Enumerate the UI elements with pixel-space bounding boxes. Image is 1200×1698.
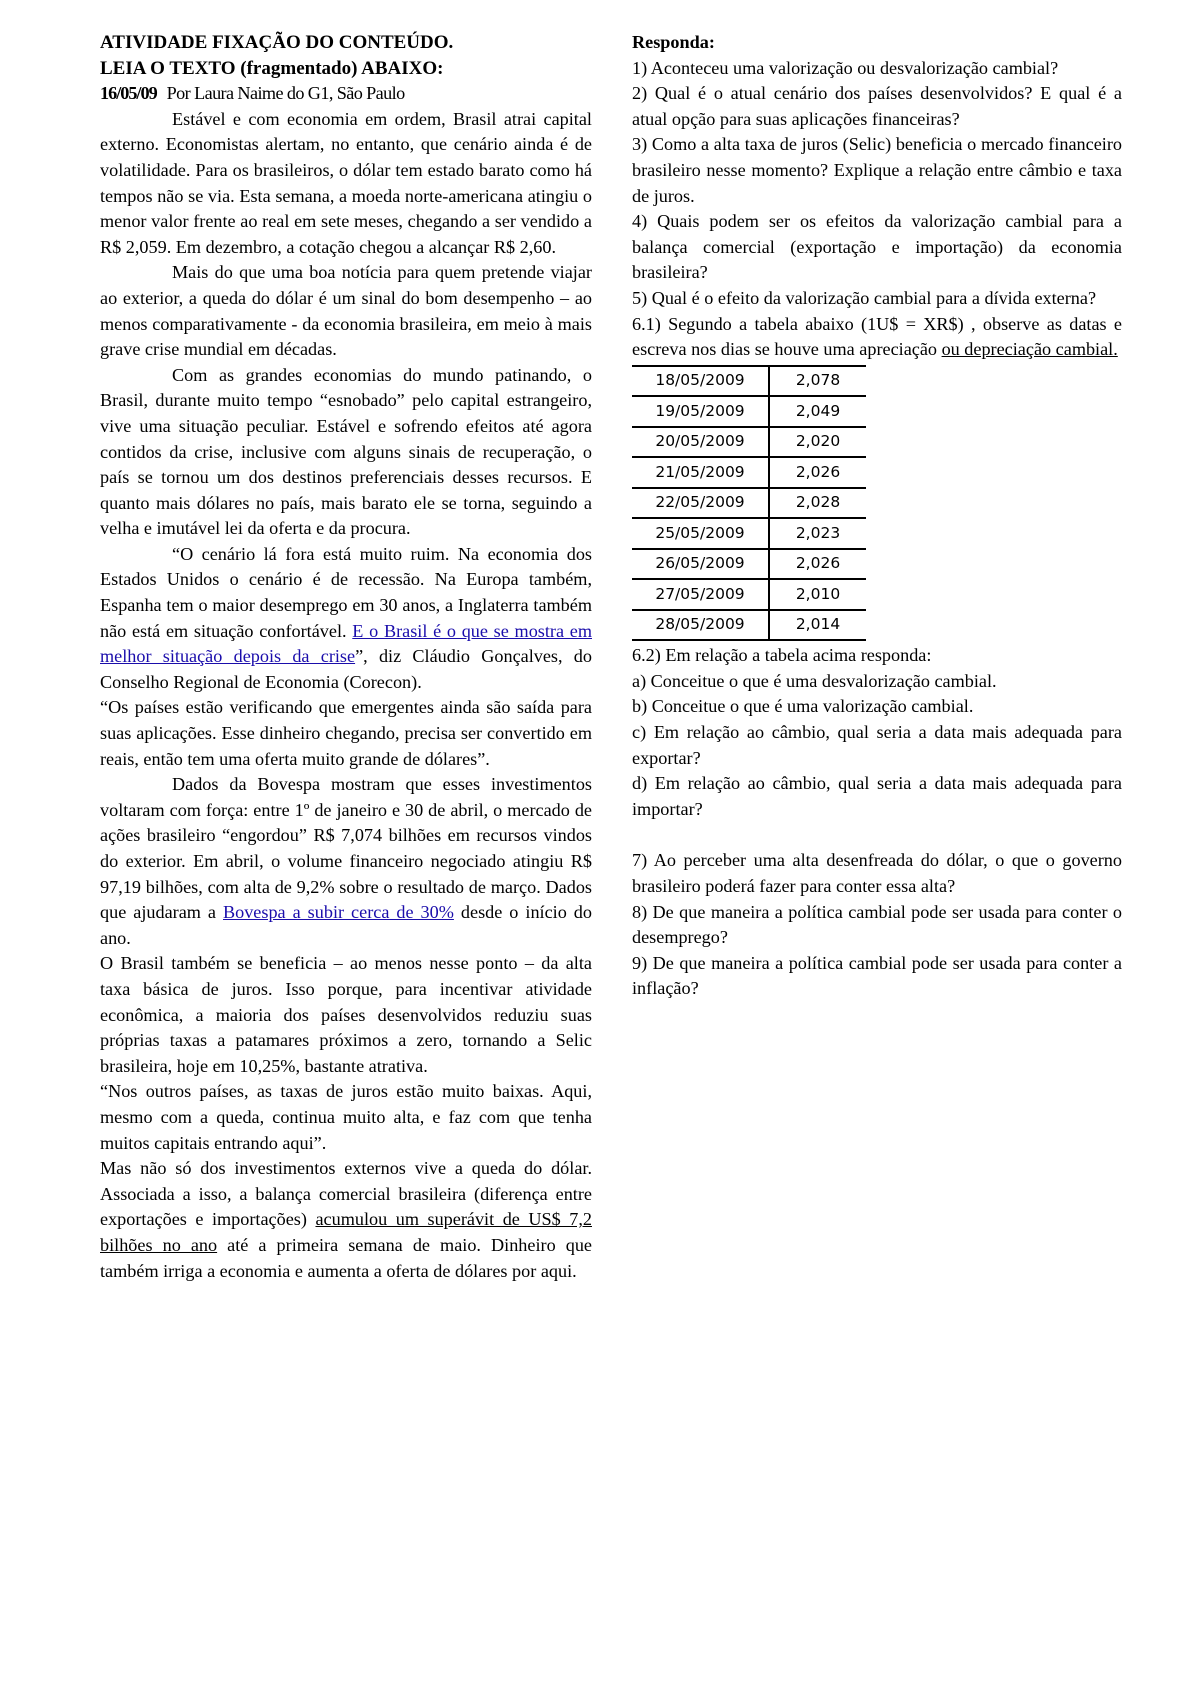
paragraph-9-text: Mas não só dos investimentos externos vive a queda do dólar. Associada a isso, a balança comercial brasileira (diferença entre exportações e importações) xyxy=(100,1158,592,1230)
questions-column xyxy=(632,30,1122,1002)
rate-date: 22/05/2009 xyxy=(632,488,769,519)
table-row xyxy=(632,488,866,519)
underlined-superavit: acumulou um superávit de US$ 7,2 bilhões no ano xyxy=(100,1209,592,1255)
table-row xyxy=(632,518,866,549)
paragraph-4-text-end: ”, diz Cláudio Gonçalves, do Conselho Regional de Economia (Corecon). xyxy=(100,646,592,692)
spacer xyxy=(632,822,1122,848)
exchange-rate-table xyxy=(632,365,866,642)
paragraph-8: “Nos outros países, as taxas de juros estão muito baixas. Aqui, mesmo com a queda, continua muito alta, e faz com que tenha muitos capitais entrando aqui”. xyxy=(100,1081,592,1153)
rate-date: 27/05/2009 xyxy=(632,579,769,610)
question-6-1-text: 6.1) Segundo a tabela abaixo (1U$ = XR$) , observe as datas e escreva nos dias se houve uma apreciação xyxy=(632,313,1122,360)
paragraph-6-text: Dados da Bovespa mostram que esses investimentos voltaram com força: entre 1º de janeiro e 30 de abril, o mercado de ações brasileiro “engordou” R$ 7,074 bilhões em recursos vindos do exterior. Em abril, o volume financeiro negociado atingiu R$ 97,19 bilhões, com alta de 9,2% sobre o resultado de março. Dados que ajudaram a xyxy=(100,774,592,923)
rate-value: 2,010 xyxy=(769,579,866,610)
question-8: 8) De que maneira a política cambial pode ser usada para conter o desemprego? xyxy=(632,901,1122,948)
question-5: 5) Qual é o efeito da valorização cambial para a dívida externa? xyxy=(632,287,1097,308)
question-7: 7) Ao perceber uma alta desenfreada do dólar, o que o governo brasileiro poderá fazer para conter essa alta? xyxy=(632,850,1122,896)
rate-value: 2,028 xyxy=(769,488,866,519)
rate-date: 25/05/2009 xyxy=(632,518,769,549)
rate-value: 2,026 xyxy=(769,549,866,580)
rate-date: 26/05/2009 xyxy=(632,549,769,580)
question-4: 4) Quais podem ser os efeitos da valorização cambial para a balança comercial (exportação e importação) da economia brasileira? xyxy=(632,211,1122,283)
paragraph-7: O Brasil também se beneficia – ao menos nesse ponto – da alta taxa básica de juros. Isso porque, para incentivar atividade econômica, a maioria dos países desenvolvidos reduziu suas próprias taxas a patamares próximos a zero, tornando a Selic brasileira, hoje em 10,25%, bastante atrativa. xyxy=(100,953,592,1076)
paragraph-4-text: “O cenário lá fora está muito ruim. Na economia dos Estados Unidos o cenário é de recessão. Na Europa também, Espanha tem o maior desemprego em 30 anos, a Inglaterra também não está em situação confortável. xyxy=(100,543,592,641)
rate-date: 20/05/2009 xyxy=(632,427,769,458)
rate-date: 19/05/2009 xyxy=(632,396,769,427)
rate-value: 2,026 xyxy=(769,457,866,488)
question-6-2-b: b) Conceitue o que é uma valorização cambial. xyxy=(632,696,974,717)
paragraph-9-text-end: até a primeira semana de maio. Dinheiro que também irriga a economia e aumenta a oferta de dólares por aqui. xyxy=(100,1234,592,1281)
rate-value: 2,078 xyxy=(769,366,866,397)
paragraph-2: Mais do que uma boa notícia para quem pretende viajar ao exterior, a queda do dólar é um sinal do bom desempenho – ao menos comparativamente - da economia brasileira, em meio à mais grave crise mundial em décadas. xyxy=(100,262,592,360)
questions-heading: Responda: xyxy=(632,32,715,52)
table-row xyxy=(632,366,866,397)
rate-date: 28/05/2009 xyxy=(632,610,769,641)
question-1: 1) Aconteceu uma valorização ou desvalorização cambial? xyxy=(632,57,1059,78)
table-row xyxy=(632,427,866,458)
question-6-2-d: d) Em relação ao câmbio, qual seria a data mais adequada para importar? xyxy=(632,773,1122,819)
article-author: Por Laura Naime do G1, São Paulo xyxy=(166,83,405,104)
link-brasil-melhor-situacao[interactable]: E o Brasil é o que se mostra em melhor situação depois da crise xyxy=(100,620,592,667)
reading-instruction: LEIA O TEXTO (fragmentado) ABAIXO: xyxy=(100,57,444,79)
question-6-2-c: c) Em relação ao câmbio, qual seria a data mais adequada para exportar? xyxy=(632,722,1122,768)
article-date: 16/05/09 xyxy=(100,83,157,104)
table-row xyxy=(632,579,866,610)
paragraph-6-text-end: desde o início do ano. xyxy=(100,902,592,948)
question-3: 3) Como a alta taxa de juros (Selic) beneficia o mercado financeiro brasileiro nesse momento? Explique a relação entre câmbio e taxa de juros. xyxy=(632,134,1122,206)
paragraph-1: Estável e com economia em ordem, Brasil atrai capital externo. Economistas alertam, no entanto, que cenário ainda é de volatilidade. Para os brasileiros, o dólar tem estado barato como há tempos não se via. Esta semana, a moeda norte-americana atingiu o menor valor frente ao real em sete meses, chegando a ser vendido a R$ 2,059. Em dezembro, a cotação chegou a alcançar R$ 2,60. xyxy=(100,108,592,257)
table-row xyxy=(632,549,866,580)
article-column xyxy=(100,30,592,1284)
table-row xyxy=(632,457,866,488)
rate-value: 2,049 xyxy=(769,396,866,427)
paragraph-6 xyxy=(100,772,592,951)
question-2: 2) Qual é o atual cenário dos países desenvolvidos? E qual é a atual opção para suas aplicações financeiras? xyxy=(632,83,1122,129)
rate-value: 2,020 xyxy=(769,427,866,458)
question-6-2-a: a) Conceitue o que é uma desvalorização cambial. xyxy=(632,670,997,691)
question-6-1-underlined: ou depreciação cambial. xyxy=(941,339,1118,360)
rate-value: 2,014 xyxy=(769,610,866,641)
question-6-2: 6.2) Em relação a tabela acima responda: xyxy=(632,645,932,666)
question-6-1 xyxy=(632,312,1122,363)
table-row xyxy=(632,396,866,427)
question-9: 9) De que maneira a política cambial pode ser usada para conter a inflação? xyxy=(632,952,1122,999)
byline xyxy=(100,81,592,107)
activity-title: ATIVIDADE FIXAÇÃO DO CONTEÚDO. xyxy=(100,32,454,53)
paragraph-4 xyxy=(100,542,592,696)
paragraph-3: Com as grandes economias do mundo patinando, o Brasil, durante muito tempo “esnobado” pelo capital estrangeiro, vive uma situação peculiar. Estável e sofrendo efeitos até agora contidos da crise, inclusive com alguns sinais de recuperação, o país se tornou um dos destinos preferenciais desses recursos. E quanto mais dólares no país, mais barato ele se torna, seguindo a velha e imutável lei da oferta e da procura. xyxy=(100,364,592,539)
rate-date: 18/05/2009 xyxy=(632,366,769,397)
paragraph-5: “Os países estão verificando que emergentes ainda são saída para suas aplicações. Esse dinheiro chegando, precisa ser convertido em reais, então tem uma oferta muito grande de dólares”. xyxy=(100,697,592,769)
paragraph-9 xyxy=(100,1156,592,1284)
table-row xyxy=(632,610,866,641)
rate-value: 2,023 xyxy=(769,518,866,549)
rate-date: 21/05/2009 xyxy=(632,457,769,488)
link-bovespa[interactable]: Bovespa a subir cerca de 30% xyxy=(222,902,454,923)
